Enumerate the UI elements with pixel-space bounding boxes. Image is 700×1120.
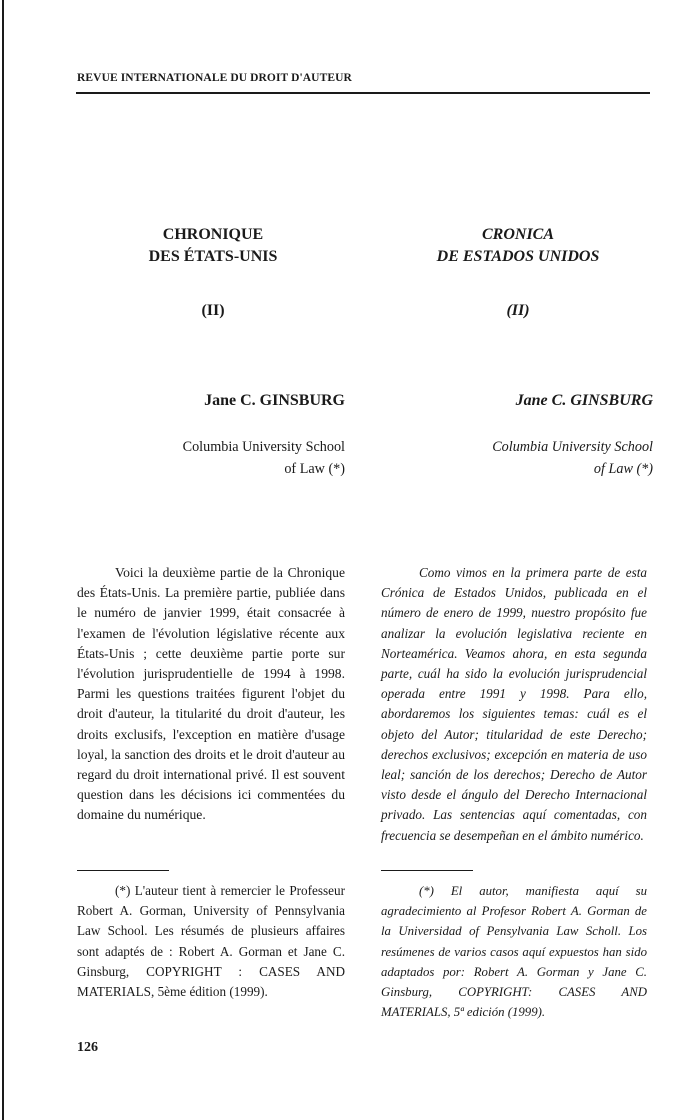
spanish-affiliation-line2: of Law (*) [593, 461, 653, 477]
spanish-author: Jane C. GINSBURG [515, 392, 653, 409]
french-affiliation-line2: of Law (*) [284, 461, 345, 477]
french-author: Jane C. GINSBURG [204, 392, 345, 409]
spanish-title-line1: CRONICA [481, 226, 555, 243]
french-body-text: Voici la deuxième partie de la Chronique des États-Unis. La première partie, publiée dans le numéro de janvier 1999, était consacrée à l'examen de l'évolution législative récente aux États-Unis ; cette deuxième partie porte sur l'évolution jurisprudentielle de 1994 à 1998. Parmi les questions traitées figurent l'objet du droit d'auteur, la titularité du droit d'auteur, les droits exclusifs, l'exception en matière d'usage loyal, la sanction des droits et le droit d'auteur au regard du droit international privé. Il est souvent question dans les décisions ici commentées du domaine du numérique. [77, 565, 345, 823]
french-title-line1: CHRONIQUE [162, 226, 264, 243]
spanish-body-text: Como vimos en la primera parte de esta Crónica de Estados Unidos, publicada en el número de enero de 1999, nuestro propósito fue analizar la evolución legislativa reciente en Norteamérica. Veamos ahora, en esta segunda parte, cuál ha sido la evolución jurisprudencial operada entre 1991 y 1998. Para ello, abordaremos los siguientes temas: cuál es el objeto del Autor; titularidad de este Derecho; derechos exclusivos; excepción en materia de uso leal; sanción de los derechos; Derecho de Autor visto desde el ángulo del Derecho Internacional privado. Las sentencias aquí comentadas, con frecuencia se desempeñan en el ámbito numérico. [381, 565, 647, 843]
french-affiliation-line1: Columbia University School [182, 439, 345, 455]
french-footnote: (*) L'auteur tient à remercier le Professeur Robert A. Gorman, University of Pennsylvania Law School. Les résumés de plusieurs affaires sont adaptés de : Robert A. Gorman et Jane C. Ginsburg, COPYRIGHT : CASES AND MATERIALS, 5ème édition (1999). [77, 883, 345, 1000]
spanish-part-number: (II) [506, 302, 530, 319]
spanish-affiliation [492, 436, 653, 480]
french-footnote-rule [77, 870, 169, 871]
spanish-title [383, 224, 653, 268]
page-edge-line [2, 0, 4, 1120]
french-title-line2: DES ÉTATS-UNIS [148, 248, 278, 265]
running-header: REVUE INTERNATIONALE DU DROIT D'AUTEUR [77, 72, 352, 84]
spanish-footnote-rule [381, 870, 473, 871]
header-rule [76, 92, 650, 94]
french-title [77, 224, 349, 268]
spanish-affiliation-line1: Columbia University School [492, 439, 653, 455]
page-number: 126 [77, 1040, 98, 1055]
spanish-title-line2: DE ESTADOS UNIDOS [436, 248, 600, 265]
french-part-number: (II) [201, 302, 225, 319]
spanish-footnote: (*) El autor, manifiesta aquí su agradecimiento al Profesor Robert A. Gorman de la Universidad of Pensylvania Law Scholl. Los resúmenes de varios casos aquí expuestos han sido adaptados por: Robert A. Gorman y Jane C. Ginsburg, COPYRIGHT: CASES AND MATERIALS, 5ª edición (1999). [381, 884, 647, 1020]
french-affiliation [183, 436, 345, 480]
